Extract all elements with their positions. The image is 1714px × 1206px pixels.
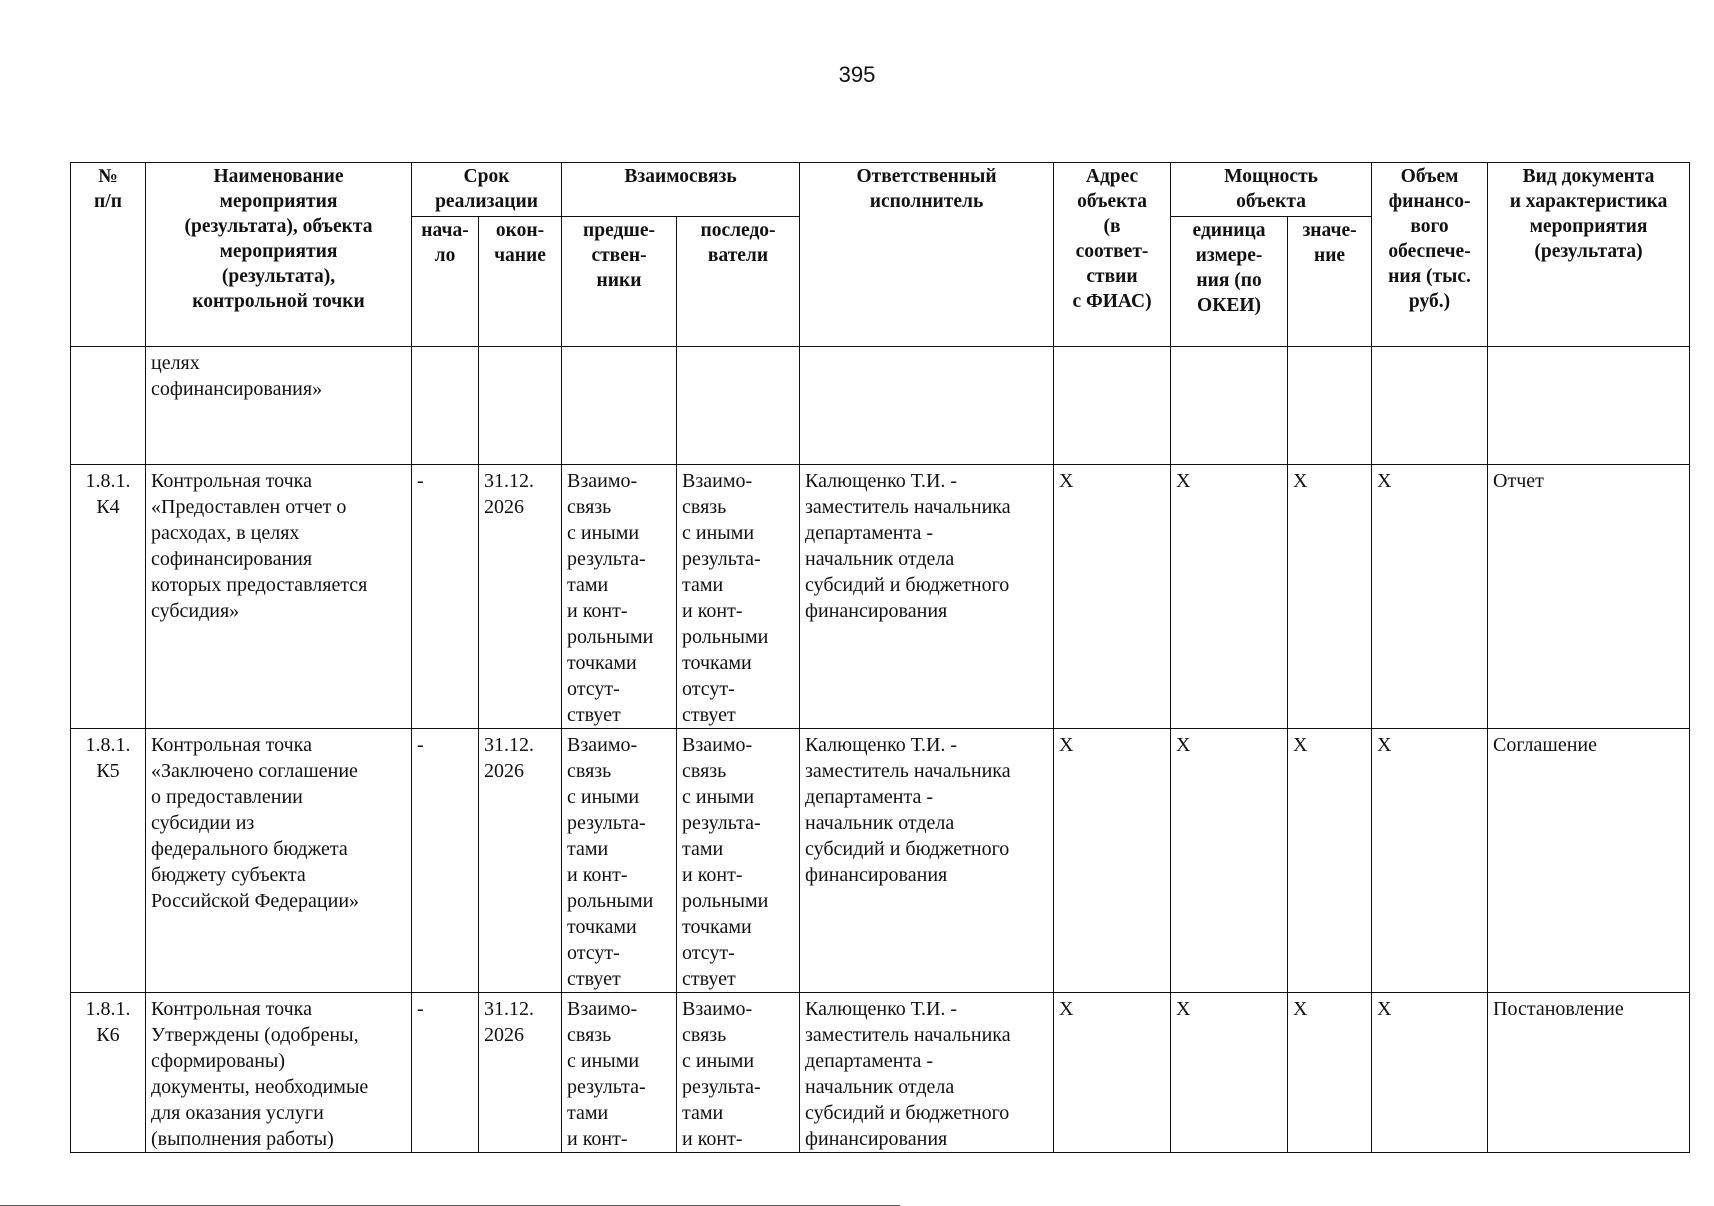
row-finance bbox=[1372, 347, 1488, 465]
header-finance: Объем финансо- вого обеспече- ния (тыс. руб.) bbox=[1372, 163, 1488, 347]
header-relation-prev: предше- ствен- ники bbox=[562, 217, 677, 347]
row-doc: Отчет bbox=[1488, 465, 1690, 729]
row-next: Взаимо- связь с иными результа- тами и конт- рольными точками отсут- ствует bbox=[677, 465, 800, 729]
row-address bbox=[1054, 347, 1171, 465]
row-end: 31.12. 2026 bbox=[479, 729, 562, 993]
row-end: 31.12. 2026 bbox=[479, 465, 562, 729]
row-start: - bbox=[412, 993, 479, 1153]
row-responsible bbox=[800, 347, 1054, 465]
row-num bbox=[71, 347, 146, 465]
page-number: 395 bbox=[838, 62, 876, 87]
row-next: Взаимо- связь с иными результа- тами и конт- bbox=[677, 993, 800, 1153]
header-capacity-unit: единица измере- ния (по ОКЕИ) bbox=[1171, 217, 1288, 347]
header-address: Адрес объекта (в соответ- ствии с ФИАС) bbox=[1054, 163, 1171, 347]
row-value: Х bbox=[1288, 465, 1372, 729]
row-name: Контрольная точка Утверждены (одобрены, сформированы) документы, необходимые для оказания услуги (выполнения работы) bbox=[146, 993, 412, 1153]
row-start bbox=[412, 347, 479, 465]
row-unit: Х bbox=[1171, 465, 1288, 729]
measures-table bbox=[70, 162, 1690, 1153]
header-term: Срок реализации bbox=[412, 163, 562, 217]
row-finance: Х bbox=[1372, 993, 1488, 1153]
header-relation: Взаимосвязь bbox=[562, 163, 800, 217]
table-row bbox=[71, 347, 1690, 465]
row-name: целях софинансирования» bbox=[146, 347, 412, 465]
header-num: № п/п bbox=[71, 163, 146, 347]
row-value: Х bbox=[1288, 729, 1372, 993]
row-address: Х bbox=[1054, 993, 1171, 1153]
row-address: Х bbox=[1054, 465, 1171, 729]
row-doc: Постановление bbox=[1488, 993, 1690, 1153]
row-finance: Х bbox=[1372, 729, 1488, 993]
row-end bbox=[479, 347, 562, 465]
row-responsible: Калющенко Т.И. - заместитель начальника департамента - начальник отдела субсидий и бюджетного финансирования bbox=[800, 729, 1054, 993]
header-term-start: нача- ло bbox=[412, 217, 479, 347]
row-name: Контрольная точка «Заключено соглашение о предоставлении субсидии из федерального бюджета бюджету субъекта Российской Федерации» bbox=[146, 729, 412, 993]
row-start: - bbox=[412, 729, 479, 993]
row-next: Взаимо- связь с иными результа- тами и конт- рольными точками отсут- ствует bbox=[677, 729, 800, 993]
row-value: Х bbox=[1288, 993, 1372, 1153]
table-row bbox=[71, 465, 1690, 729]
row-name: Контрольная точка «Предоставлен отчет о расходах, в целях софинансирования которых предоставляется субсидия» bbox=[146, 465, 412, 729]
table-row bbox=[71, 993, 1690, 1153]
row-finance: Х bbox=[1372, 465, 1488, 729]
row-prev: Взаимо- связь с иными результа- тами и конт- bbox=[562, 993, 677, 1153]
row-doc: Соглашение bbox=[1488, 729, 1690, 993]
row-start: - bbox=[412, 465, 479, 729]
row-responsible: Калющенко Т.И. - заместитель начальника департамента - начальник отдела субсидий и бюджетного финансирования bbox=[800, 993, 1054, 1153]
row-unit: Х bbox=[1171, 993, 1288, 1153]
row-num: 1.8.1. К4 bbox=[71, 465, 146, 729]
header-relation-next: последо- ватели bbox=[677, 217, 800, 347]
row-prev: Взаимо- связь с иными результа- тами и конт- рольными точками отсут- ствует bbox=[562, 465, 677, 729]
row-value bbox=[1288, 347, 1372, 465]
row-prev bbox=[562, 347, 677, 465]
header-term-end: окон- чание bbox=[479, 217, 562, 347]
row-prev: Взаимо- связь с иными результа- тами и конт- рольными точками отсут- ствует bbox=[562, 729, 677, 993]
header-doc-type: Вид документа и характеристика мероприятия (результата) bbox=[1488, 163, 1690, 347]
header-responsible: Ответственный исполнитель bbox=[800, 163, 1054, 347]
table-row bbox=[71, 729, 1690, 993]
row-unit bbox=[1171, 347, 1288, 465]
header-name: Наименование мероприятия (результата), объекта мероприятия (результата), контрольной точки bbox=[146, 163, 412, 347]
row-address: Х bbox=[1054, 729, 1171, 993]
row-unit: Х bbox=[1171, 729, 1288, 993]
row-doc bbox=[1488, 347, 1690, 465]
row-next bbox=[677, 347, 800, 465]
row-end: 31.12. 2026 bbox=[479, 993, 562, 1153]
header-capacity-value: значе- ние bbox=[1288, 217, 1372, 347]
row-responsible: Калющенко Т.И. - заместитель начальника департамента - начальник отдела субсидий и бюджетного финансирования bbox=[800, 465, 1054, 729]
row-num: 1.8.1. К6 bbox=[71, 993, 146, 1153]
row-num: 1.8.1. К5 bbox=[71, 729, 146, 993]
header-capacity: Мощность объекта bbox=[1171, 163, 1372, 217]
